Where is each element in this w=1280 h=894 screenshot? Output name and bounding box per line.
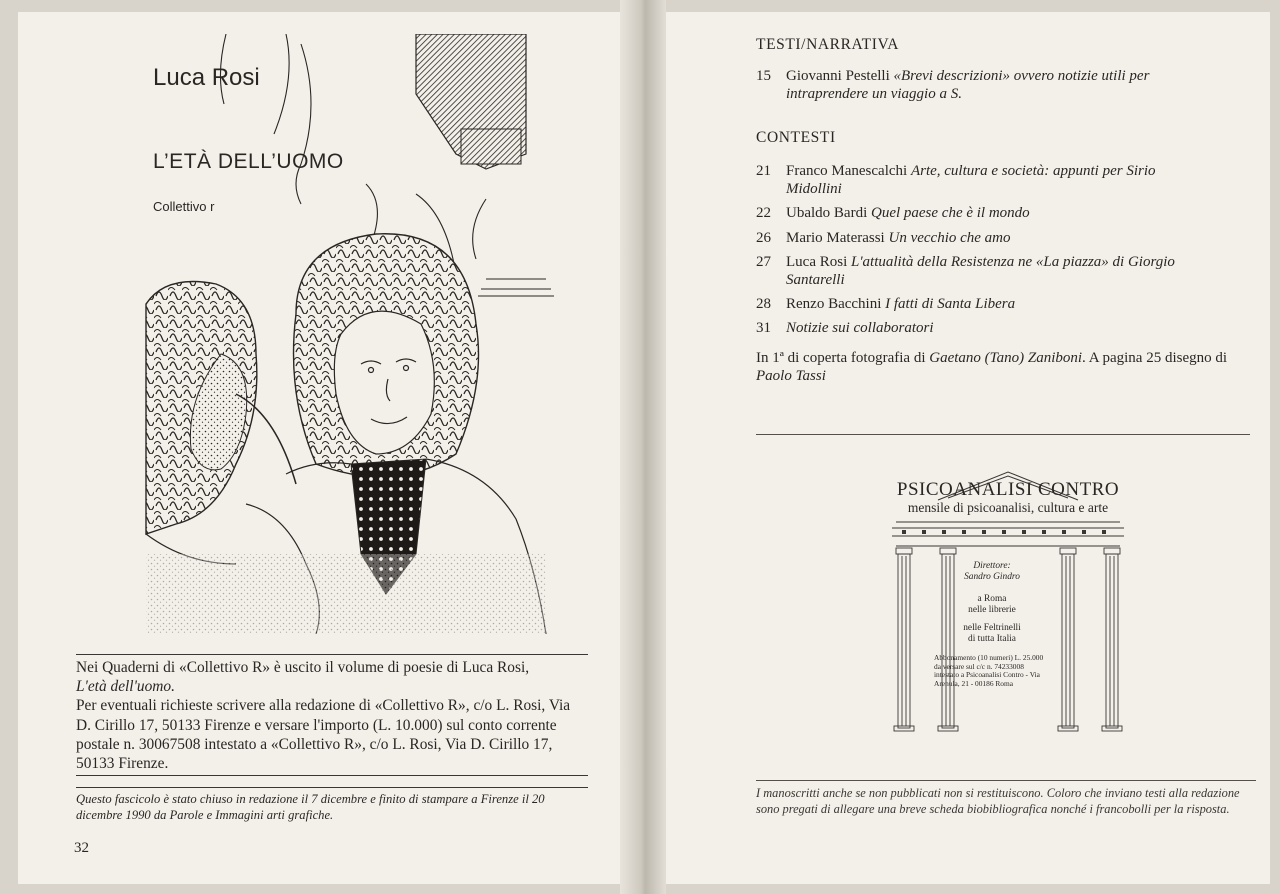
toc-author: Giovanni Pestelli — [786, 68, 890, 84]
manuscripts-disclaimer: I manoscritti anche se non pubblicati non si restituiscono. Coloro che inviano testi alla redazione sono pregati di allegare una breve scheda biobibliografica nonché i francobolli per la risposta. — [756, 786, 1240, 816]
left-page — [18, 12, 620, 884]
toc-page: 21 — [756, 163, 771, 179]
section-title-contesti: CONTESTI — [756, 129, 836, 146]
toc-title: Arte, cultura e società: appunti per Sirio Midollini — [786, 163, 1156, 197]
divider — [756, 434, 1250, 435]
toc-title: I fatti di Santa Libera — [885, 296, 1016, 312]
toc-author: Franco Manescalchi — [786, 163, 908, 179]
publication-notice — [76, 658, 588, 773]
section-title-narrativa: TESTI/NARRATIVA — [756, 36, 900, 53]
notice-instructions: Per eventuali richieste scrivere alla redazione di «Collettivo R», c/o L. Rosi, Via D. Cirillo 17, 50133 Firenze e versare l'importo (L. 10.000) sul conto corrente postale n. 30067508 intestato a «Collettivo R», c/o L. Rosi, Via D. Cirillo 17, 50133 Firenze. — [76, 697, 571, 773]
cover-credit-text: . A pagina 25 disegno di — [1082, 350, 1228, 366]
cover-photographer: Gaetano (Tano) Zaniboni — [929, 350, 1083, 366]
ad-director-label: Direttore: — [973, 561, 1011, 571]
toc-page: 22 — [756, 205, 771, 221]
toc-page: 31 — [756, 320, 771, 336]
colophon: Questo fascicolo è stato chiuso in redazione il 7 dicembre e finito di stampare a Firenze il 20 dicembre 1990 da Parole e Immagini arti grafiche. — [76, 792, 545, 822]
page-number: 32 — [74, 840, 89, 856]
toc-title: Notizie sui collaboratori — [786, 320, 934, 336]
cover-credit-text: In 1ª di coperta fotografia di — [756, 350, 926, 366]
divider — [76, 654, 588, 655]
toc-author: Mario Materassi — [786, 230, 885, 246]
toc-title: «Brevi descrizioni» ovvero notizie utili per intraprendere un viaggio a S. — [786, 68, 1150, 102]
toc-title: Quel paese che è il mondo — [870, 205, 1030, 221]
toc-author: Ubaldo Bardi — [786, 205, 868, 221]
ad-line: di tutta Italia — [968, 634, 1016, 644]
toc-author: Luca Rosi — [786, 254, 848, 270]
advert-book-title: L’ETÀ DELL’UOMO — [153, 150, 344, 173]
toc-author: Renzo Bacchini — [786, 296, 882, 312]
toc-page: 27 — [756, 254, 771, 270]
divider — [76, 775, 588, 776]
toc-title: L'attualità della Resistenza ne «La piazza» di Giorgio Santarelli — [786, 254, 1175, 288]
divider — [76, 787, 588, 788]
advert-author: Luca Rosi — [153, 64, 260, 91]
cover-illustrator: Paolo Tassi — [756, 368, 826, 384]
ad-line: nelle librerie — [968, 605, 1016, 615]
notice-line: Nei Quaderni di «Collettivo R» è uscito il volume di poesie di Luca Rosi, — [76, 659, 530, 676]
toc-page: 26 — [756, 230, 771, 246]
ad-line: a Roma — [977, 594, 1007, 604]
notice-title: L'età dell'uomo. — [76, 678, 175, 696]
toc-title: Un vecchio che amo — [888, 230, 1011, 246]
ad-director: Sandro Gindro — [964, 572, 1020, 582]
right-page — [666, 12, 1270, 884]
book-gutter — [620, 0, 666, 894]
ad-line: nelle Feltrinelli — [963, 623, 1021, 633]
advert-illustration — [126, 34, 560, 634]
toc-page: 28 — [756, 296, 771, 312]
ad-subtitle: mensile di psicoanalisi, cultura e arte — [907, 500, 1109, 515]
advert-publisher: Collettivo r — [153, 199, 215, 214]
ad-subscription: Abbonamento (10 numeri) L. 25.000 da versare sul c/c n. 74233008 intestato a Psicoanalisi Contro - Via Arenula, 21 - 00186 Roma — [934, 653, 1044, 688]
ad-title: PSICOANALISI CONTRO — [896, 479, 1120, 500]
cover-credits — [756, 349, 1250, 385]
divider — [756, 780, 1256, 781]
toc-page: 15 — [756, 68, 771, 84]
